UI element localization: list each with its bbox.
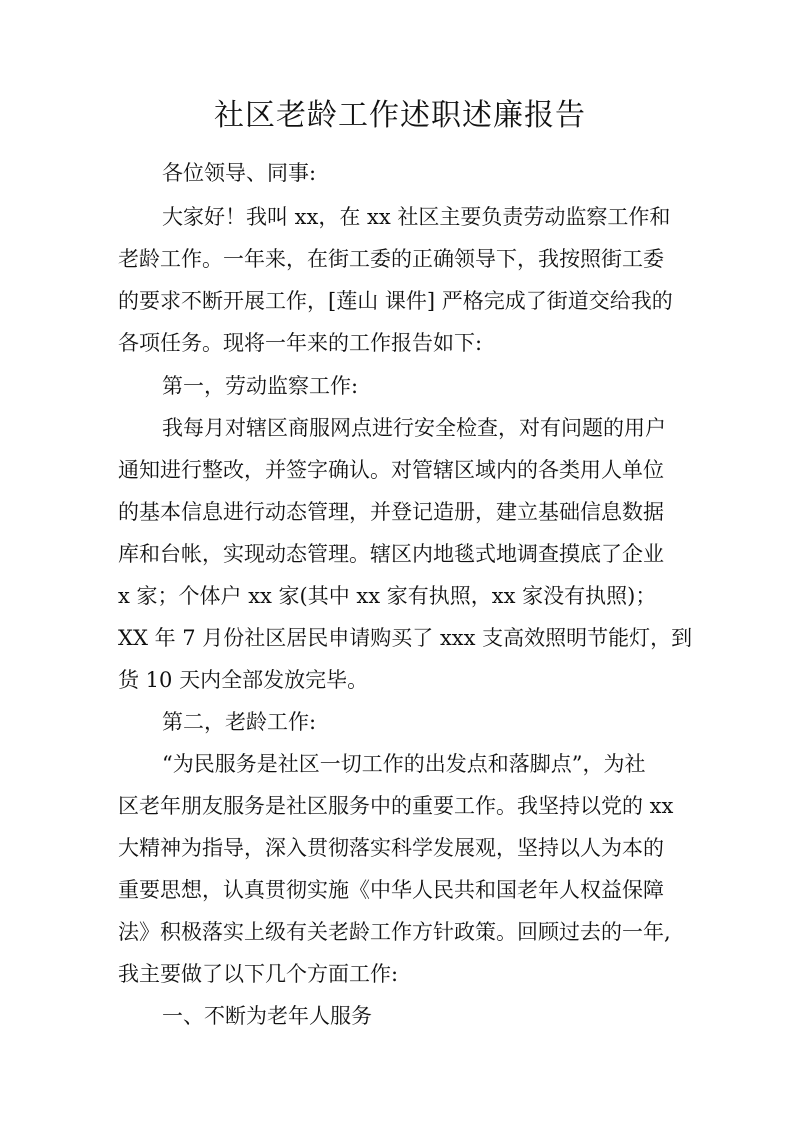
body-text-line: 通知进行整改，并签字确认。对管辖区域内的各类用人单位 <box>118 458 664 482</box>
body-text-line: 老龄工作。一年来，在街工委的正确领导下，我按照街工委 <box>118 247 664 271</box>
body-text-line: 的基本信息进行动态管理，并登记造册，建立基础信息数据 <box>118 500 664 524</box>
body-text-line: 重要思想，认真贯彻实施《中华人民共和国老年人权益保障 <box>118 878 664 902</box>
body-text-line: 我主要做了以下几个方面工作: <box>118 962 399 986</box>
section-heading: 第二，老龄工作: <box>162 710 317 734</box>
body-text-line: 的要求不断开展工作，[莲山 课件] 严格完成了街道交给我的 <box>118 289 673 313</box>
body-text-line: 我每月对辖区商服网点进行安全检查，对有问题的用户 <box>162 416 666 440</box>
body-text-line: 法》积极落实上级有关老龄工作方针政策。回顾过去的一年, <box>118 920 671 944</box>
body-text-line: 库和台帐，实现动态管理。辖区内地毯式地调查摸底了企业 <box>118 542 664 566</box>
body-text-line: 货 10 天内全部发放完毕。 <box>118 668 369 692</box>
document-title: 社区老龄工作述职述廉报告 <box>214 98 586 133</box>
sub-heading: 一、不断为老年人服务 <box>162 1004 372 1028</box>
greeting-line: 各位领导、同事: <box>162 161 317 185</box>
body-text-line: 大精神为指导，深入贯彻落实科学发展观，坚持以人为本的 <box>118 836 664 860</box>
body-text-line: 区老年朋友服务是社区服务中的重要工作。我坚持以党的 xx <box>118 794 674 818</box>
body-text-line: x 家；个体户 xx 家(其中 xx 家有执照，xx 家没有执照)； <box>118 584 657 608</box>
section-heading: 第一，劳动监察工作: <box>162 374 359 398</box>
body-text-line: 各项任务。现将一年来的工作报告如下: <box>118 331 483 355</box>
body-text-line: 大家好！我叫 xx，在 xx 社区主要负责劳动监察工作和 <box>162 205 671 229</box>
body-text-line: “为民服务是社区一切工作的出发点和落脚点”，为社 <box>162 752 646 776</box>
body-text-line: XX 年 7 月份社区居民申请购买了 xxx 支高效照明节能灯，到 <box>118 626 693 650</box>
